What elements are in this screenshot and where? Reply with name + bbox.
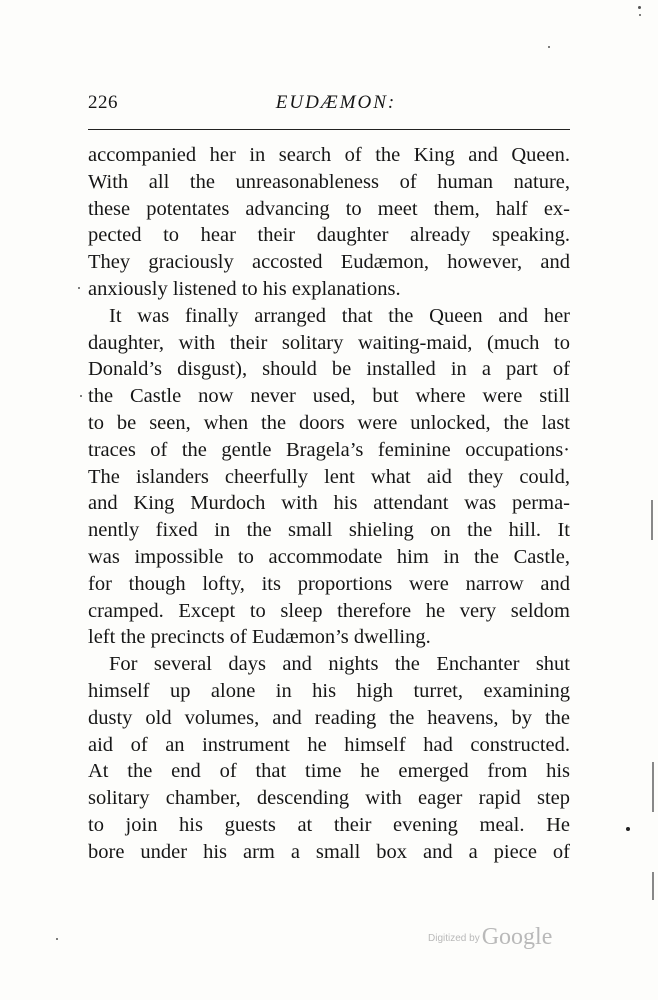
text-line: bore under his arm a small box and a piece of [88, 840, 570, 863]
text-line: the Castle now never used, but where were still [88, 385, 570, 408]
scan-edge-mark [652, 872, 654, 900]
text-line: pected to hear their daughter already speaking. [88, 224, 570, 247]
digitized-watermark [428, 924, 552, 951]
text-line: these potentates advancing to meet them, half ex- [88, 197, 570, 220]
text-line: to be seen, when the doors were unlocked, the last [88, 411, 570, 434]
text-line: cramped. Except to sleep therefore he very seldom [88, 599, 570, 622]
scan-edge-mark [651, 500, 653, 540]
scan-speck [78, 287, 80, 289]
text-line: For several days and nights the Enchanter shut [109, 653, 570, 676]
text-line: dusty old volumes, and reading the heavens, by the [88, 706, 570, 729]
scan-speck [638, 6, 641, 9]
running-head [88, 92, 570, 124]
text-line: With all the unreasonableness of human nature, [88, 170, 570, 193]
text-line: traces of the gentle Bragela’s feminine occupations· [88, 438, 570, 461]
scan-speck [56, 938, 58, 940]
watermark-prefix: Digitized by [428, 933, 480, 944]
scan-speck [548, 46, 550, 48]
running-title: EUDÆMON: [275, 92, 397, 113]
scan-speck [80, 395, 82, 397]
text-line: At the end of that time he emerged from his [88, 760, 570, 783]
text-line: Donald’s disgust), should be installed in a part of [88, 358, 570, 381]
text-line: was impossible to accommodate him in the Castle, [88, 545, 570, 568]
text-line: himself up alone in his high turret, examining [88, 679, 570, 702]
text-line: left the precincts of Eudæmon’s dwelling. [88, 626, 431, 649]
text-line: and King Murdoch with his attendant was perma- [88, 492, 570, 515]
text-line: solitary chamber, descending with eager rapid step [88, 787, 570, 810]
text-line: They graciously accosted Eudæmon, however, and [88, 251, 570, 274]
scan-speck [626, 827, 630, 831]
text-line: for though lofty, its proportions were narrow and [88, 572, 570, 595]
scan-edge-mark [652, 762, 654, 812]
watermark-brand: Google [481, 924, 553, 950]
text-line: It was finally arranged that the Queen and her [109, 304, 570, 327]
text-line: daughter, with their solitary waiting-maid, (much to [88, 331, 570, 354]
text-line: nently fixed in the small shieling on the hill. It [88, 519, 570, 542]
text-line: aid of an instrument he himself had constructed. [88, 733, 570, 756]
text-line: anxiously listened to his explanations. [88, 277, 401, 300]
body-text [88, 142, 570, 866]
header-rule [88, 129, 570, 130]
scan-speck [639, 14, 641, 16]
text-line: The islanders cheerfully lent what aid they could, [88, 465, 570, 488]
page-number: 226 [88, 92, 118, 113]
text-line: accompanied her in search of the King and Queen. [88, 144, 570, 166]
text-line: to join his guests at their evening meal. He [88, 813, 570, 836]
